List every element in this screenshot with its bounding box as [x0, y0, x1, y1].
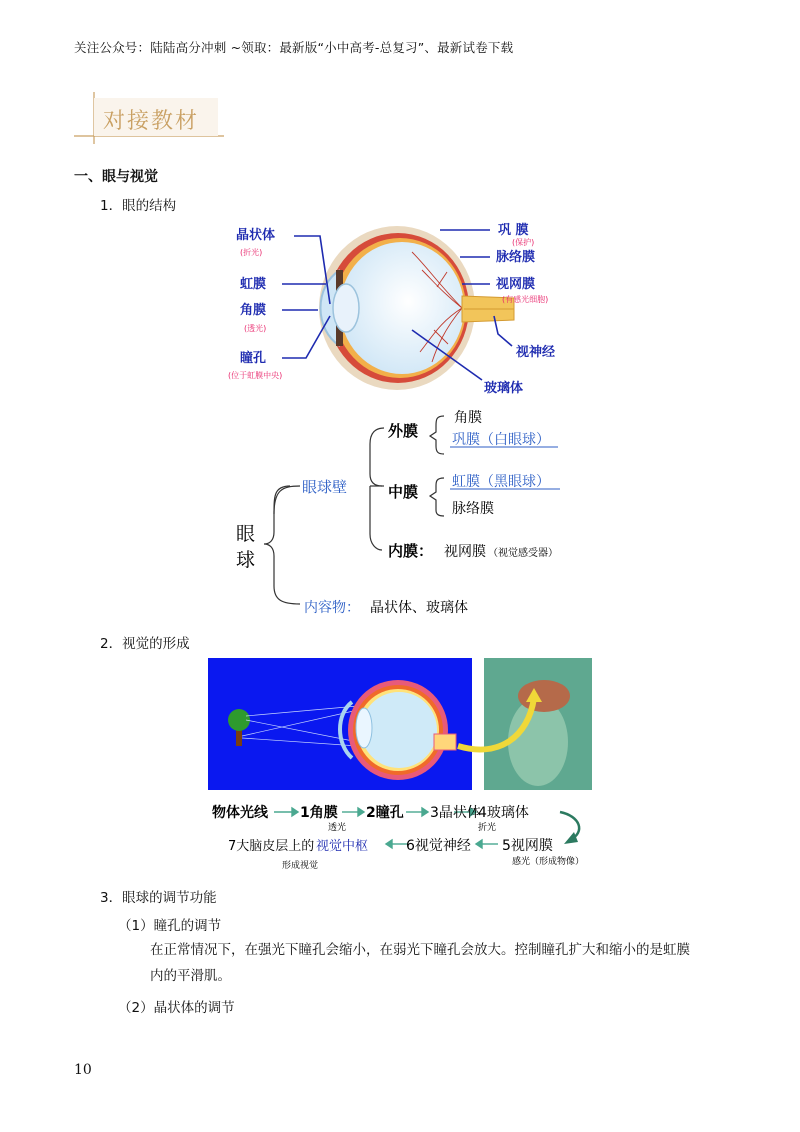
- note-retina: (有感光细胞): [502, 295, 549, 304]
- flow-note-refract: 折光: [478, 823, 497, 833]
- note-cornea: (透光): [244, 324, 267, 333]
- tree-wall: 眼球壁: [302, 478, 348, 496]
- lens-icon: [356, 708, 372, 748]
- flow-visual-center: 视觉中枢: [316, 839, 369, 854]
- label-pupil: 瞳孔: [240, 351, 267, 366]
- flow-start: 物体光线: [212, 805, 268, 821]
- flow-note-sense: 感光（形成物像）: [512, 857, 585, 867]
- header-note: 关注公众号：陆陆高分冲刺 ~领取：最新版“小中高考-总复习”、最新试卷下载: [74, 40, 514, 55]
- lens-shape: [333, 284, 359, 332]
- label-lens: 晶状体: [236, 228, 276, 243]
- tree-outer-sclera: 巩膜（白眼球）: [452, 432, 550, 448]
- vision-formation-illustration: [208, 658, 592, 790]
- label-optic-nerve: 视神经: [516, 345, 556, 360]
- tree-root-char2: 球: [236, 549, 256, 571]
- pupil-paragraph: [150, 937, 730, 989]
- label-iris: 虹膜: [240, 277, 267, 292]
- eyeball-tree-diagram: [230, 404, 575, 622]
- page-number: 10: [74, 1062, 92, 1078]
- tree-inner-note: （视觉感受器）: [488, 548, 558, 559]
- subsection-eye-structure: 1．眼的结构: [100, 198, 177, 214]
- flow-cortex: 7大脑皮层上的: [228, 839, 315, 854]
- banner-title: 对接教材: [103, 109, 200, 134]
- flow-visual-nerve: 6视觉神经: [406, 838, 471, 854]
- tree-inner: 内膜：: [388, 542, 434, 560]
- brain-icon: [518, 680, 570, 712]
- tree-middle-iris: 虹膜（黑眼球）: [452, 474, 550, 490]
- flow-cornea: 1角膜: [300, 805, 338, 821]
- pupil-regulation-heading: （1）瞳孔的调节: [118, 918, 222, 934]
- flow-note-transmit: 透光: [328, 823, 347, 833]
- note-pupil: (位于虹膜中央): [228, 371, 283, 380]
- section-heading: 一、眼与视觉: [74, 169, 158, 185]
- subsection-regulation: 3．眼球的调节功能: [100, 890, 217, 906]
- label-retina: 视网膜: [496, 277, 536, 292]
- flow-vitreous: 4玻璃体: [478, 805, 529, 821]
- pupil-line-2: 内的平滑肌。: [150, 968, 231, 984]
- subsection-vision-formation: 2．视觉的形成: [100, 636, 190, 652]
- vision-flow-diagram: [208, 798, 600, 874]
- note-lens: (折光): [240, 248, 263, 257]
- flow-retina: 5视网膜: [502, 838, 553, 854]
- flow-note-form: 形成视觉: [282, 861, 319, 871]
- flow-lens: 3晶状体: [430, 805, 481, 821]
- tree-contents-items: 晶状体、玻璃体: [370, 600, 468, 616]
- label-choroid: 脉络膜: [496, 250, 536, 265]
- tree-root-char1: 眼: [236, 523, 256, 545]
- label-sclera: 巩 膜: [498, 223, 529, 238]
- lens-regulation-heading: （2）晶状体的调节: [118, 1000, 235, 1016]
- tree-outer-cornea: 角膜: [454, 410, 482, 426]
- tree-outer: 外膜: [388, 422, 419, 440]
- label-cornea: 角膜: [240, 303, 267, 318]
- note-sclera: (保护): [512, 238, 535, 247]
- label-vitreous: 玻璃体: [484, 381, 524, 396]
- flow-pupil: 2瞳孔: [366, 805, 404, 821]
- tree-contents: 内容物：: [304, 600, 360, 616]
- tree-inner-retina: 视网膜: [444, 544, 486, 560]
- eye-structure-diagram: [222, 212, 582, 402]
- tree-middle-choroid: 脉络膜: [452, 501, 494, 517]
- pupil-line-1: 在正常情况下，在强光下瞳孔会缩小，在弱光下瞳孔会放大。控制瞳孔扩大和缩小的是虹膜: [150, 942, 690, 958]
- tree-middle: 中膜: [388, 483, 419, 501]
